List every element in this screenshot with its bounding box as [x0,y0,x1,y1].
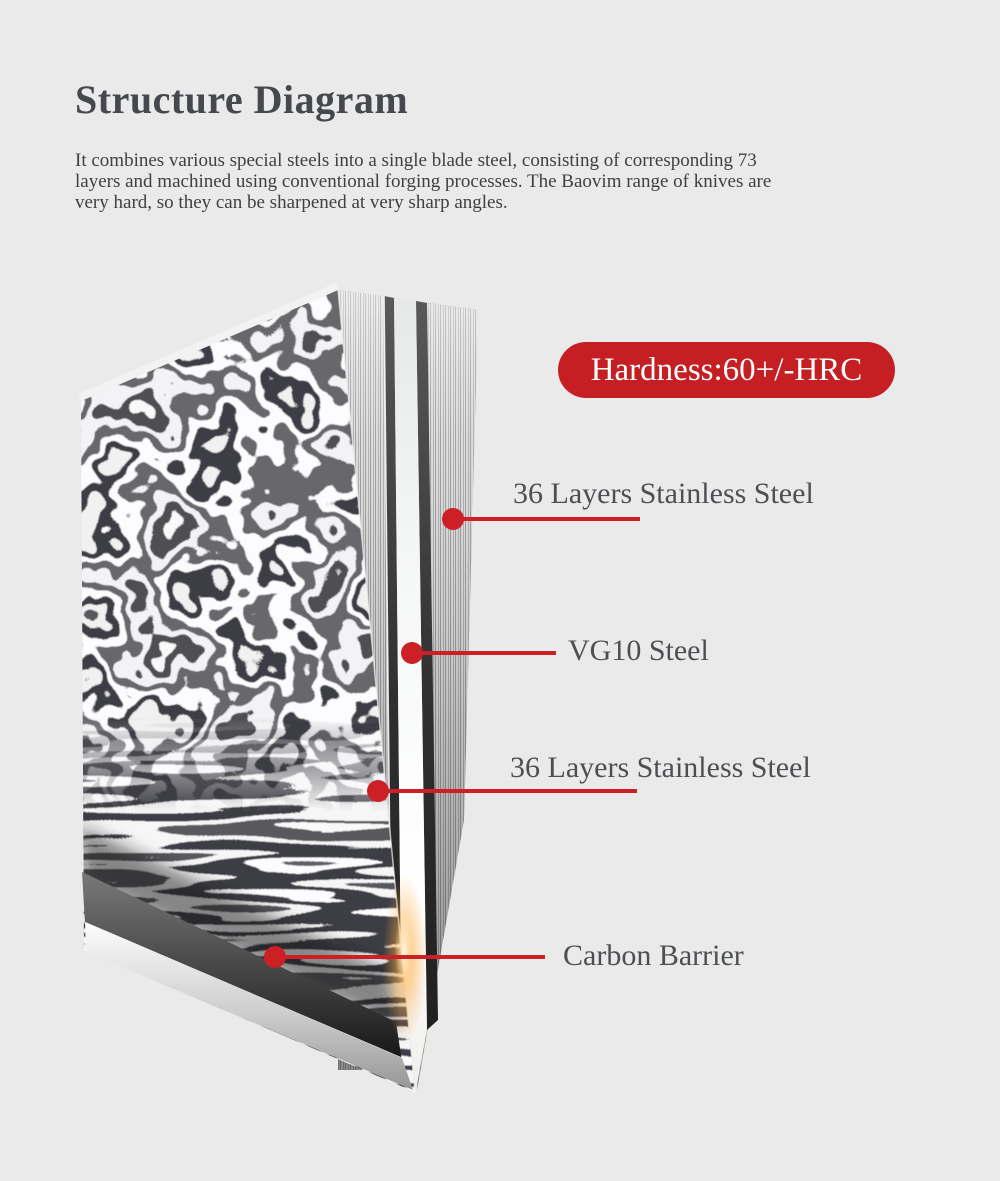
callout-leader-line [378,789,637,793]
intro-line: It combines various special steels into a single blade steel, consisting of corresponding 73 [75,150,757,171]
callout-leader-line [453,517,640,521]
hardness-badge: Hardness:60+/-HRC [558,342,895,398]
callout-leader-line [275,955,545,959]
callout-leader-line [412,651,556,655]
header [75,76,945,213]
callout-label: VG10 Steel [568,634,709,667]
blade-render [55,260,478,1120]
page-title: Structure Diagram [75,77,409,122]
callout-label: 36 Layers Stainless Steel [513,477,814,510]
callout-label: 36 Layers Stainless Steel [510,751,811,784]
intro-line: very hard, so they can be sharpened at very sharp angles. [75,192,508,213]
intro-paragraph [75,150,945,213]
intro-line: layers and machined using conventional forging processes. The Baovim range of knives are [75,171,772,192]
edge-glow-core [395,912,413,988]
callout-label: Carbon Barrier [563,939,744,972]
